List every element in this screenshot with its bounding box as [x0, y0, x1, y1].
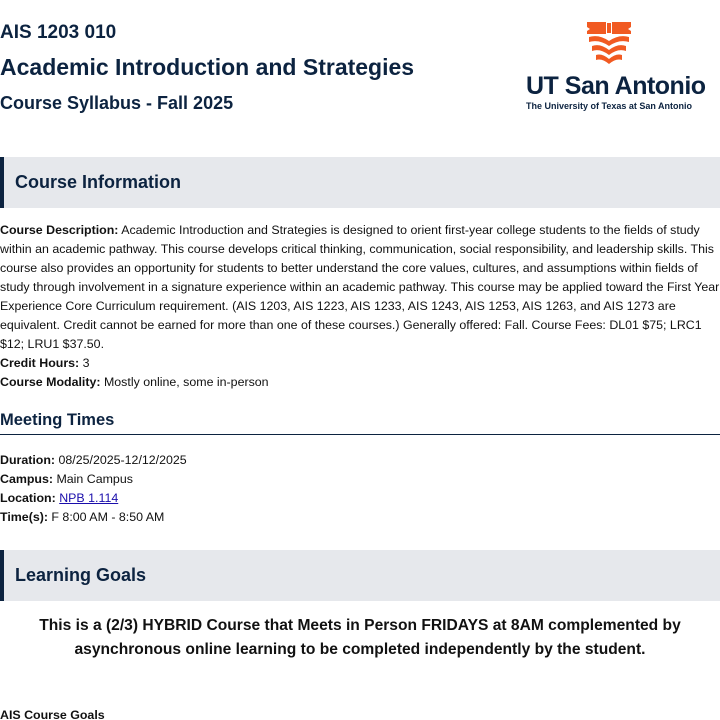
- campus-value: Main Campus: [56, 472, 133, 486]
- course-description: [0, 221, 720, 354]
- section-header-learning-goals: [0, 550, 720, 601]
- course-code: AIS 1203 010: [0, 22, 117, 43]
- times-value: F 8:00 AM - 8:50 AM: [51, 510, 165, 524]
- utsa-tower-icon: [584, 20, 634, 70]
- times-label: Time(s):: [0, 510, 48, 524]
- syllabus-subtitle: Course Syllabus - Fall 2025: [0, 93, 234, 113]
- logo-wordmark: UT San Antonio: [526, 72, 706, 100]
- section-title: Learning Goals: [15, 565, 147, 585]
- course-title: Academic Introduction and Strategies: [0, 54, 415, 80]
- campus-row: [0, 470, 133, 489]
- credit-hours-value: 3: [82, 356, 90, 370]
- location-label: Location:: [0, 491, 56, 505]
- section-divider: [0, 434, 720, 435]
- times-row: [0, 508, 164, 527]
- duration-row: [0, 451, 187, 470]
- meeting-times-title: Meeting Times: [0, 411, 115, 429]
- course-description-text: Academic Introduction and Strategies is designed to orient first-year college students to the fields of study within an academic pathway. This course develops critical thinking, communication, social responsibility, and leadership skills. This course also provides an opportunity for students to better understand the core values, cultures, and assumptions within fields of study through involvement in a signature experience within an academic pathway. This course may be applied toward the First Year Experience Core Curriculum requirement. (AIS 1203, AIS 1223, AIS 1233, AIS 1243, AIS 1253, AIS 1263, and AIS 1273 are equivalent. Credit cannot be earned for more than one of these courses.) Generally offered: Fall. Course Fees: DL01 $75; LRC1 $12; LRU1 $37.50.: [0, 223, 720, 351]
- section-header-course-information: [0, 157, 720, 208]
- location-row: [0, 489, 118, 508]
- logo-tagline: The University of Texas at San Antonio: [526, 101, 693, 111]
- credit-hours-row: [0, 354, 90, 373]
- hybrid-course-notice: This is a (2/3) HYBRID Course that Meets in Person FRIDAYS at 8AM complemented by asynchronous online learning to be completed independently by the student.: [39, 617, 681, 658]
- section-title: Course Information: [15, 172, 182, 192]
- utsa-logo: [524, 20, 706, 115]
- syllabus-header: [0, 0, 720, 140]
- course-modality-label: Course Modality:: [0, 375, 101, 389]
- location-link[interactable]: NPB 1.114: [59, 491, 119, 505]
- duration-value: 08/25/2025-12/12/2025: [58, 453, 187, 467]
- duration-label: Duration:: [0, 453, 56, 467]
- course-modality-row: [0, 373, 269, 392]
- credit-hours-label: Credit Hours:: [0, 356, 80, 370]
- campus-label: Campus:: [0, 472, 54, 486]
- ais-course-goals-heading: AIS Course Goals: [0, 708, 105, 720]
- course-modality-value: Mostly online, some in-person: [103, 375, 269, 389]
- course-description-label: Course Description:: [0, 223, 119, 237]
